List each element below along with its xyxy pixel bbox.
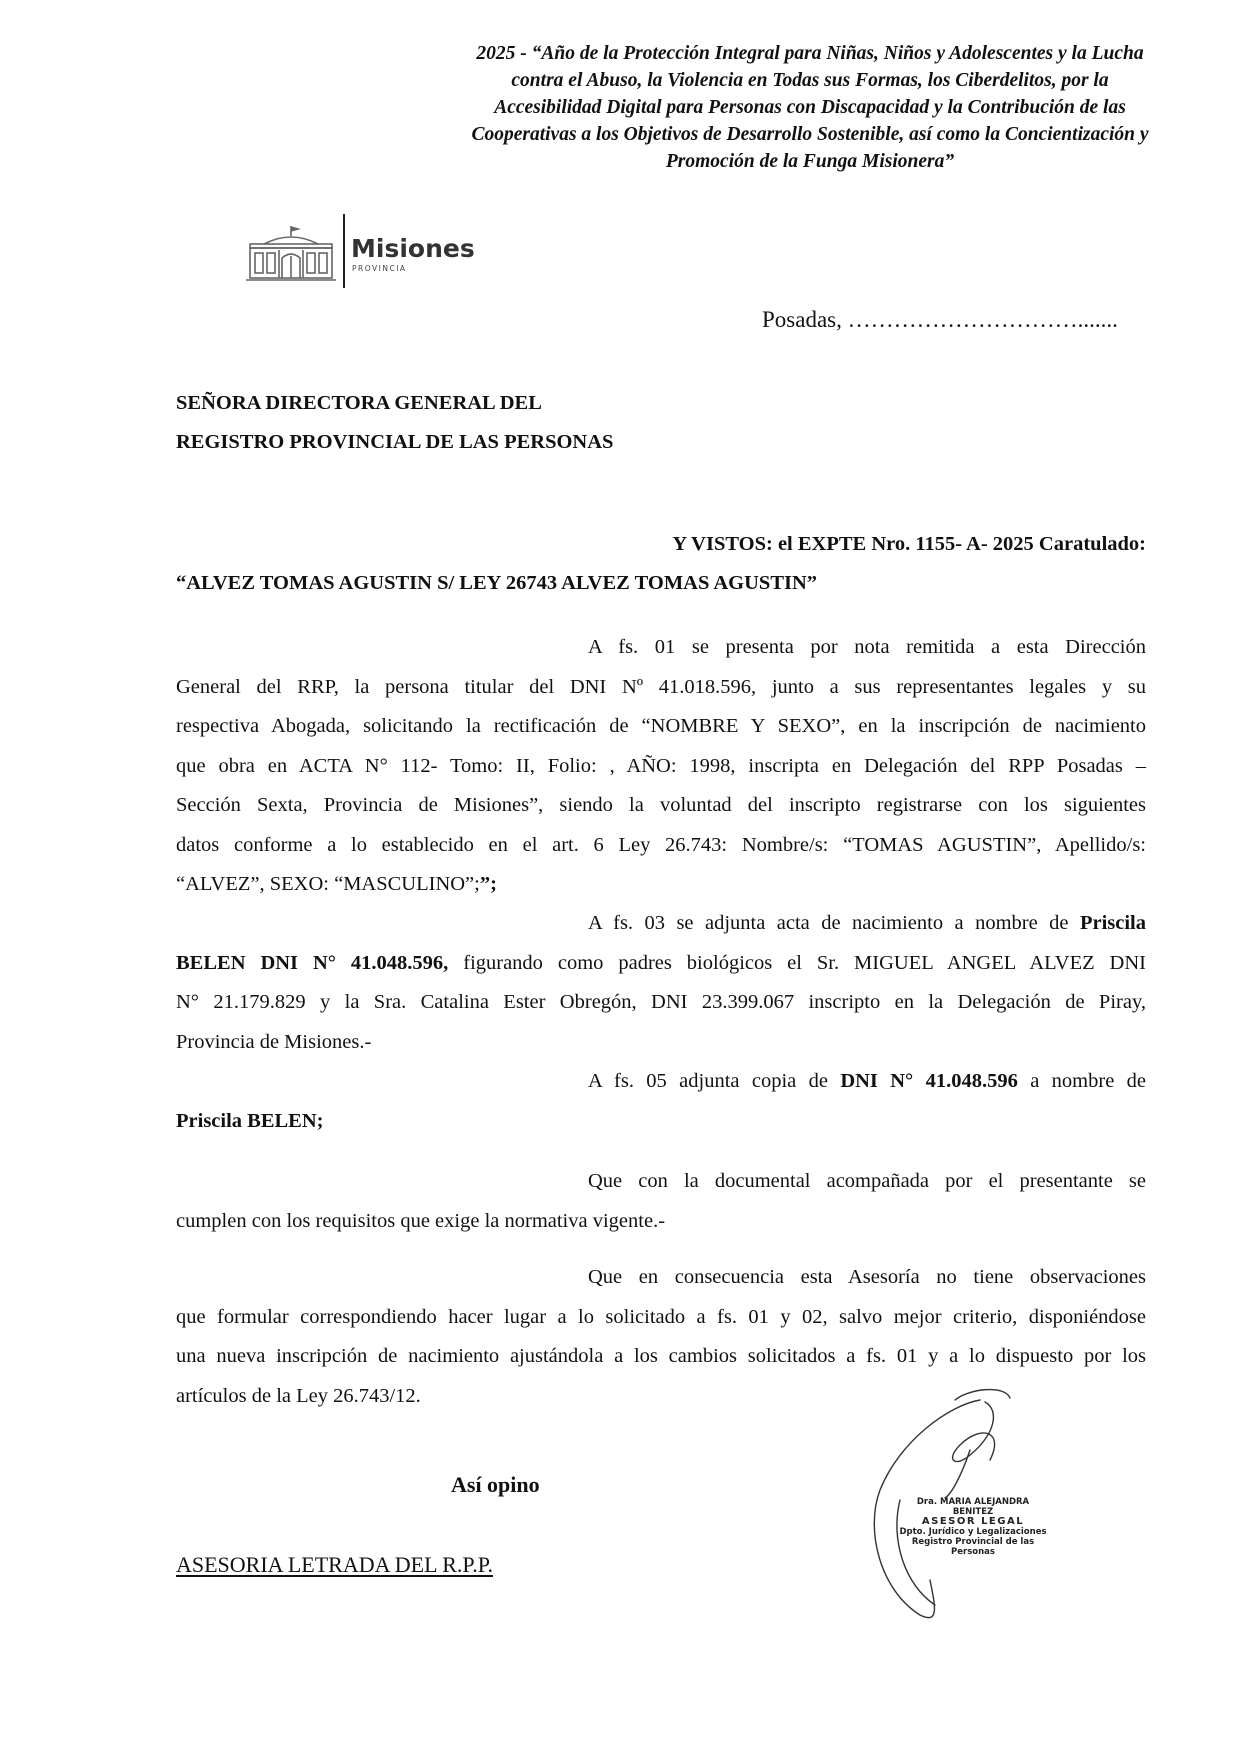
text-line: A fs. 05 adjunta copia de DNI N° 41.048.596 a nombre de <box>588 1070 1146 1092</box>
addressee-line: REGISTRO PROVINCIAL DE LAS PERSONAS <box>176 431 614 453</box>
text-line: cumplen con los requisitos que exige la normativa vigente.- <box>176 1209 666 1232</box>
government-building-icon <box>246 224 336 282</box>
logo-name: Misiones <box>351 234 475 263</box>
text-line: artículos de la Ley 26.743/12. <box>176 1384 421 1407</box>
addressee-line: SEÑORA DIRECTORA GENERAL DEL <box>176 392 542 414</box>
paragraph-birth-certificate <box>176 904 1146 1062</box>
text-line: respectiva Abogada, solicitando la rectificación de “NOMBRE Y SEXO”, en la inscripción de nacimiento <box>176 715 1146 737</box>
motto-line: 2025 - “Año de la Protección Integral para Niñas, Niños y Adolescentes y la Lucha <box>476 43 1144 64</box>
stamp-line: Dpto. Jurídico y Legalizaciones <box>899 1527 1047 1537</box>
stamp-line: Registro Provincial de las Personas <box>911 1537 1035 1557</box>
header-motto <box>430 40 1190 175</box>
office-name: ASESORIA LETRADA DEL R.P.P. <box>176 1552 494 1577</box>
text-line: Que en consecuencia esta Asesoría no tiene observaciones <box>588 1266 1146 1288</box>
paragraph-dni-copy <box>176 1062 1146 1141</box>
text-line: que formular correspondiendo hacer lugar a lo solicitado a fs. 01 y 02, salvo mejor criterio, disponiéndose <box>176 1305 1146 1328</box>
text-line: Provincia de Misiones.- <box>176 1030 372 1053</box>
paragraph-requirements <box>176 1162 1146 1241</box>
text-line: Sección Sexta, Provincia de Misiones”, siendo la voluntad del inscripto registrarse con los siguientes <box>176 794 1146 816</box>
text-line: BELEN DNI N° 41.048.596, figurando como padres biológicos el Sr. MIGUEL ANGEL ALVEZ DNI <box>176 951 1146 974</box>
motto-line: contra el Abuso, la Violencia en Todas sus Formas, los Ciberdelitos, por la <box>511 70 1109 91</box>
paragraph-presentation <box>176 628 1146 905</box>
motto-line: Accesibilidad Digital para Personas con Discapacidad y la Contribución de las <box>494 97 1126 118</box>
text-line: “ALVEZ”, SEXO: “MASCULINO”;”; <box>176 873 497 895</box>
text-line: Que con la documental acompañada por el presentante se <box>588 1170 1146 1192</box>
text-line: una nueva inscripción de nacimiento ajustándola a los cambios solicitados a fs. 01 y a lo dispuesto por los <box>176 1345 1146 1367</box>
stamp-line: ASESOR LEGAL <box>921 1516 1025 1527</box>
text-line: Priscila BELEN; <box>176 1109 324 1132</box>
misiones-logo <box>246 214 496 290</box>
motto-line: Promoción de la Funga Misionera” <box>665 151 955 172</box>
text-line: A fs. 01 se presenta por nota remitida a esta Dirección <box>588 636 1146 658</box>
text-line: datos conforme a lo establecido en el art. 6 Ley 26.743: Nombre/s: “TOMAS AGUSTIN”, Apellido/s: <box>176 833 1146 856</box>
logo-divider <box>343 214 345 288</box>
text-line: que obra en ACTA N° 112- Tomo: II, Folio: , AÑO: 1998, inscripta en Delegación del RPP Posadas – <box>176 754 1146 777</box>
text-line: A fs. 03 se adjunta acta de nacimiento a nombre de Priscila <box>588 912 1146 934</box>
vistos-heading: Y VISTOS: el EXPTE Nro. 1155- A- 2025 Caratulado: <box>672 533 1146 555</box>
addressee <box>176 384 613 462</box>
case-title: “ALVEZ TOMAS AGUSTIN S/ LEY 26743 ALVEZ TOMAS AGUSTIN” <box>176 572 818 594</box>
text-line: General del RRP, la persona titular del DNI Nº 41.018.596, junto a sus representantes legales y su <box>176 675 1146 698</box>
logo-subtitle: PROVINCIA <box>352 264 407 273</box>
motto-line: Cooperativas a los Objetivos de Desarrollo Sostenible, así como la Concientización y <box>471 124 1149 145</box>
closing-statement: Así opino <box>451 1472 540 1497</box>
text-line: N° 21.179.829 y la Sra. Catalina Ester Obregón, DNI 23.399.067 inscripto en la Delegación de Piray, <box>176 991 1146 1013</box>
place-date: Posadas, …………………………....... <box>762 307 1118 332</box>
official-stamp <box>898 1497 1048 1557</box>
stamp-line: Dra. MARIA ALEJANDRA BENITEZ <box>916 1497 1030 1517</box>
